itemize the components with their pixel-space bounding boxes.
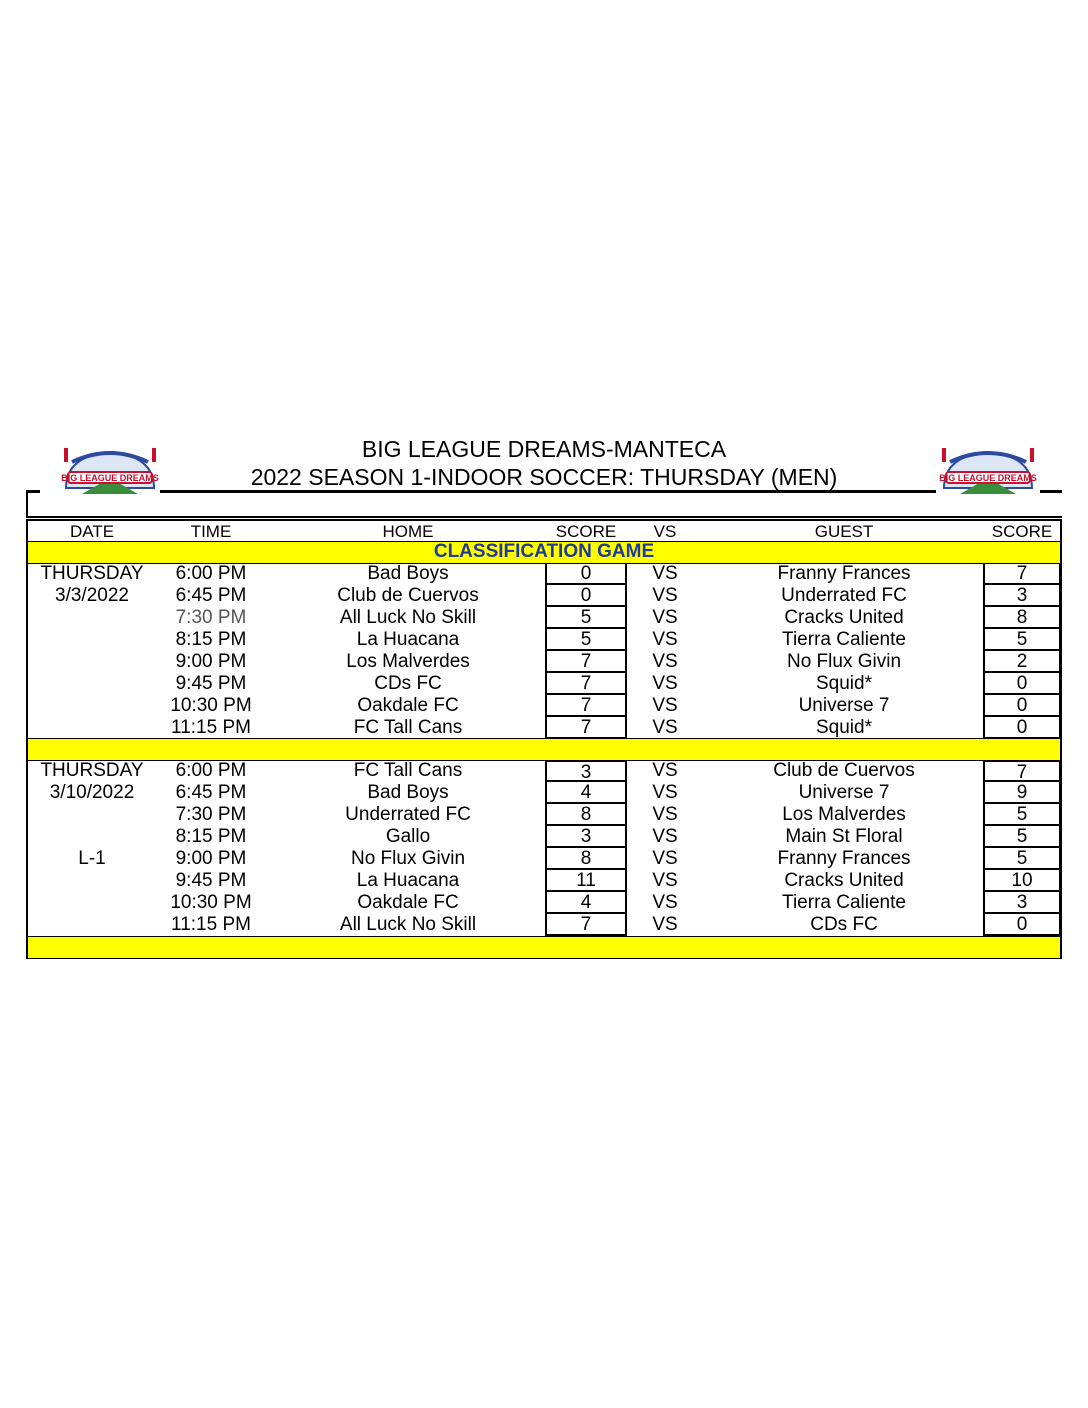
home-score: 7 — [545, 651, 627, 673]
game-time: 8:15 PM — [175, 826, 247, 847]
svg-text:BIG LEAGUE DREAMS: BIG LEAGUE DREAMS — [61, 473, 159, 483]
game-row — [28, 629, 1060, 651]
week-date: 3/3/2022 — [55, 585, 129, 606]
page-subtitle: 2022 SEASON 1-INDOOR SOCCER: THURSDAY (MEN) — [250, 464, 838, 490]
game-row — [28, 651, 1060, 673]
home-team: FC Tall Cans — [353, 717, 463, 738]
guest-score: 8 — [983, 607, 1061, 629]
home-team: Gallo — [385, 826, 431, 847]
vs-label: VS — [652, 760, 678, 781]
home-score: 7 — [545, 914, 627, 936]
vs-label: VS — [652, 914, 678, 935]
guest-team: Los Malverdes — [782, 804, 906, 825]
game-row — [28, 695, 1060, 717]
home-score: 3 — [545, 826, 627, 848]
guest-score: 5 — [983, 826, 1061, 848]
home-score: 7 — [545, 717, 627, 739]
home-team: No Flux Givin — [350, 848, 466, 869]
game-time: 11:15 PM — [171, 914, 251, 935]
guest-team: Main St Floral — [785, 826, 903, 847]
game-time: 7:30 PM — [175, 607, 247, 628]
vs-label: VS — [652, 804, 678, 825]
guest-score: 10 — [983, 870, 1061, 892]
guest-score: 0 — [983, 914, 1061, 936]
home-score: 4 — [545, 892, 627, 914]
game-time: 9:45 PM — [175, 673, 247, 694]
column-header-home: HOME — [382, 522, 434, 541]
guest-team: Universe 7 — [798, 695, 890, 716]
guest-team: Squid* — [816, 717, 872, 738]
home-score: 5 — [545, 629, 627, 651]
vs-label: VS — [652, 607, 678, 628]
home-score: 7 — [545, 695, 627, 717]
guest-score: 7 — [983, 760, 1061, 782]
game-time: 9:00 PM — [175, 651, 247, 672]
game-row — [28, 673, 1060, 695]
game-row — [28, 607, 1060, 629]
home-score: 0 — [545, 563, 627, 585]
game-row — [28, 870, 1060, 892]
game-time: 6:00 PM — [175, 563, 247, 584]
game-time: 10:30 PM — [170, 695, 252, 716]
page-title: BIG LEAGUE DREAMS-MANTECA — [361, 436, 727, 462]
home-team: Oakdale FC — [357, 892, 459, 913]
week-day: THURSDAY — [40, 760, 144, 781]
guest-score: 0 — [983, 673, 1061, 695]
guest-team: Club de Cuervos — [773, 760, 915, 781]
vs-label: VS — [652, 673, 678, 694]
home-score: 4 — [545, 782, 627, 804]
game-time: 8:15 PM — [175, 629, 247, 650]
vs-label: VS — [652, 892, 678, 913]
game-row — [28, 804, 1060, 826]
guest-score: 5 — [983, 804, 1061, 826]
column-header-time: TIME — [190, 522, 232, 541]
vs-label: VS — [652, 651, 678, 672]
game-row — [28, 848, 1060, 870]
game-time: 7:30 PM — [175, 804, 247, 825]
guest-score: 3 — [983, 585, 1061, 607]
game-row — [28, 826, 1060, 848]
game-row — [28, 914, 1060, 936]
guest-team: Tierra Caliente — [782, 892, 906, 913]
home-score: 5 — [545, 607, 627, 629]
guest-score: 9 — [983, 782, 1061, 804]
guest-team: Underrated FC — [781, 585, 907, 606]
guest-team: Franny Frances — [777, 563, 911, 584]
column-header-home-score: SCORE — [555, 522, 617, 541]
game-row — [28, 760, 1060, 782]
guest-score: 5 — [983, 629, 1061, 651]
guest-team: Cracks United — [784, 607, 904, 628]
home-team: Bad Boys — [367, 782, 449, 803]
guest-team: Tierra Caliente — [782, 629, 906, 650]
section-title-band: CLASSIFICATION GAME — [28, 541, 1060, 564]
vs-label: VS — [652, 695, 678, 716]
guest-score: 0 — [983, 717, 1061, 739]
vs-label: VS — [652, 585, 678, 606]
game-time: 10:30 PM — [170, 892, 252, 913]
svg-text:BIG LEAGUE DREAMS: BIG LEAGUE DREAMS — [939, 473, 1037, 483]
guest-score: 7 — [983, 563, 1061, 585]
game-time: 9:45 PM — [175, 870, 247, 891]
game-time: 6:45 PM — [175, 782, 247, 803]
guest-team: Universe 7 — [798, 782, 890, 803]
week-note: L-1 — [78, 848, 106, 869]
game-time: 11:15 PM — [171, 717, 251, 738]
home-team: La Huacana — [356, 870, 460, 891]
home-team: La Huacana — [356, 629, 460, 650]
home-team: Underrated FC — [345, 804, 471, 825]
home-score: 11 — [545, 870, 627, 892]
footer-band — [28, 936, 1060, 958]
vs-label: VS — [652, 826, 678, 847]
game-row — [28, 717, 1060, 739]
guest-team: No Flux Givin — [786, 651, 902, 672]
guest-team: Franny Frances — [777, 848, 911, 869]
guest-team: Cracks United — [784, 870, 904, 891]
vs-label: VS — [652, 848, 678, 869]
column-header-date: DATE — [69, 522, 115, 541]
home-team: All Luck No Skill — [339, 607, 477, 628]
home-team: Oakdale FC — [357, 695, 459, 716]
home-score: 8 — [545, 804, 627, 826]
column-header-guest-score: SCORE — [991, 522, 1053, 541]
vs-label: VS — [652, 870, 678, 891]
guest-score: 5 — [983, 848, 1061, 870]
home-score: 7 — [545, 673, 627, 695]
home-score: 3 — [545, 760, 627, 782]
column-header-vs: VS — [653, 522, 677, 541]
home-team: Club de Cuervos — [337, 585, 479, 606]
guest-team: CDs FC — [810, 914, 878, 935]
week-day: THURSDAY — [40, 563, 144, 584]
guest-score: 0 — [983, 695, 1061, 717]
vs-label: VS — [652, 563, 678, 584]
week-date: 3/10/2022 — [49, 782, 135, 803]
vs-label: VS — [652, 782, 678, 803]
game-time: 6:45 PM — [175, 585, 247, 606]
home-score: 8 — [545, 848, 627, 870]
column-header-row — [28, 521, 1060, 543]
home-team: All Luck No Skill — [339, 914, 477, 935]
guest-score: 3 — [983, 892, 1061, 914]
home-team: FC Tall Cans — [353, 760, 463, 781]
home-team: Bad Boys — [367, 563, 449, 584]
guest-team: Squid* — [816, 673, 872, 694]
home-team: Los Malverdes — [346, 651, 470, 672]
game-row — [28, 892, 1060, 914]
guest-score: 2 — [983, 651, 1061, 673]
game-row — [28, 782, 1060, 804]
schedule-table — [26, 519, 1062, 959]
home-team: CDs FC — [374, 673, 442, 694]
week-separator-band — [28, 738, 1060, 761]
game-row — [28, 563, 1060, 585]
header-bracket — [26, 492, 1062, 518]
game-row — [28, 585, 1060, 607]
vs-label: VS — [652, 629, 678, 650]
vs-label: VS — [652, 717, 678, 738]
game-time: 9:00 PM — [175, 848, 247, 869]
column-header-guest: GUEST — [814, 522, 874, 541]
game-time: 6:00 PM — [175, 760, 247, 781]
home-score: 0 — [545, 585, 627, 607]
